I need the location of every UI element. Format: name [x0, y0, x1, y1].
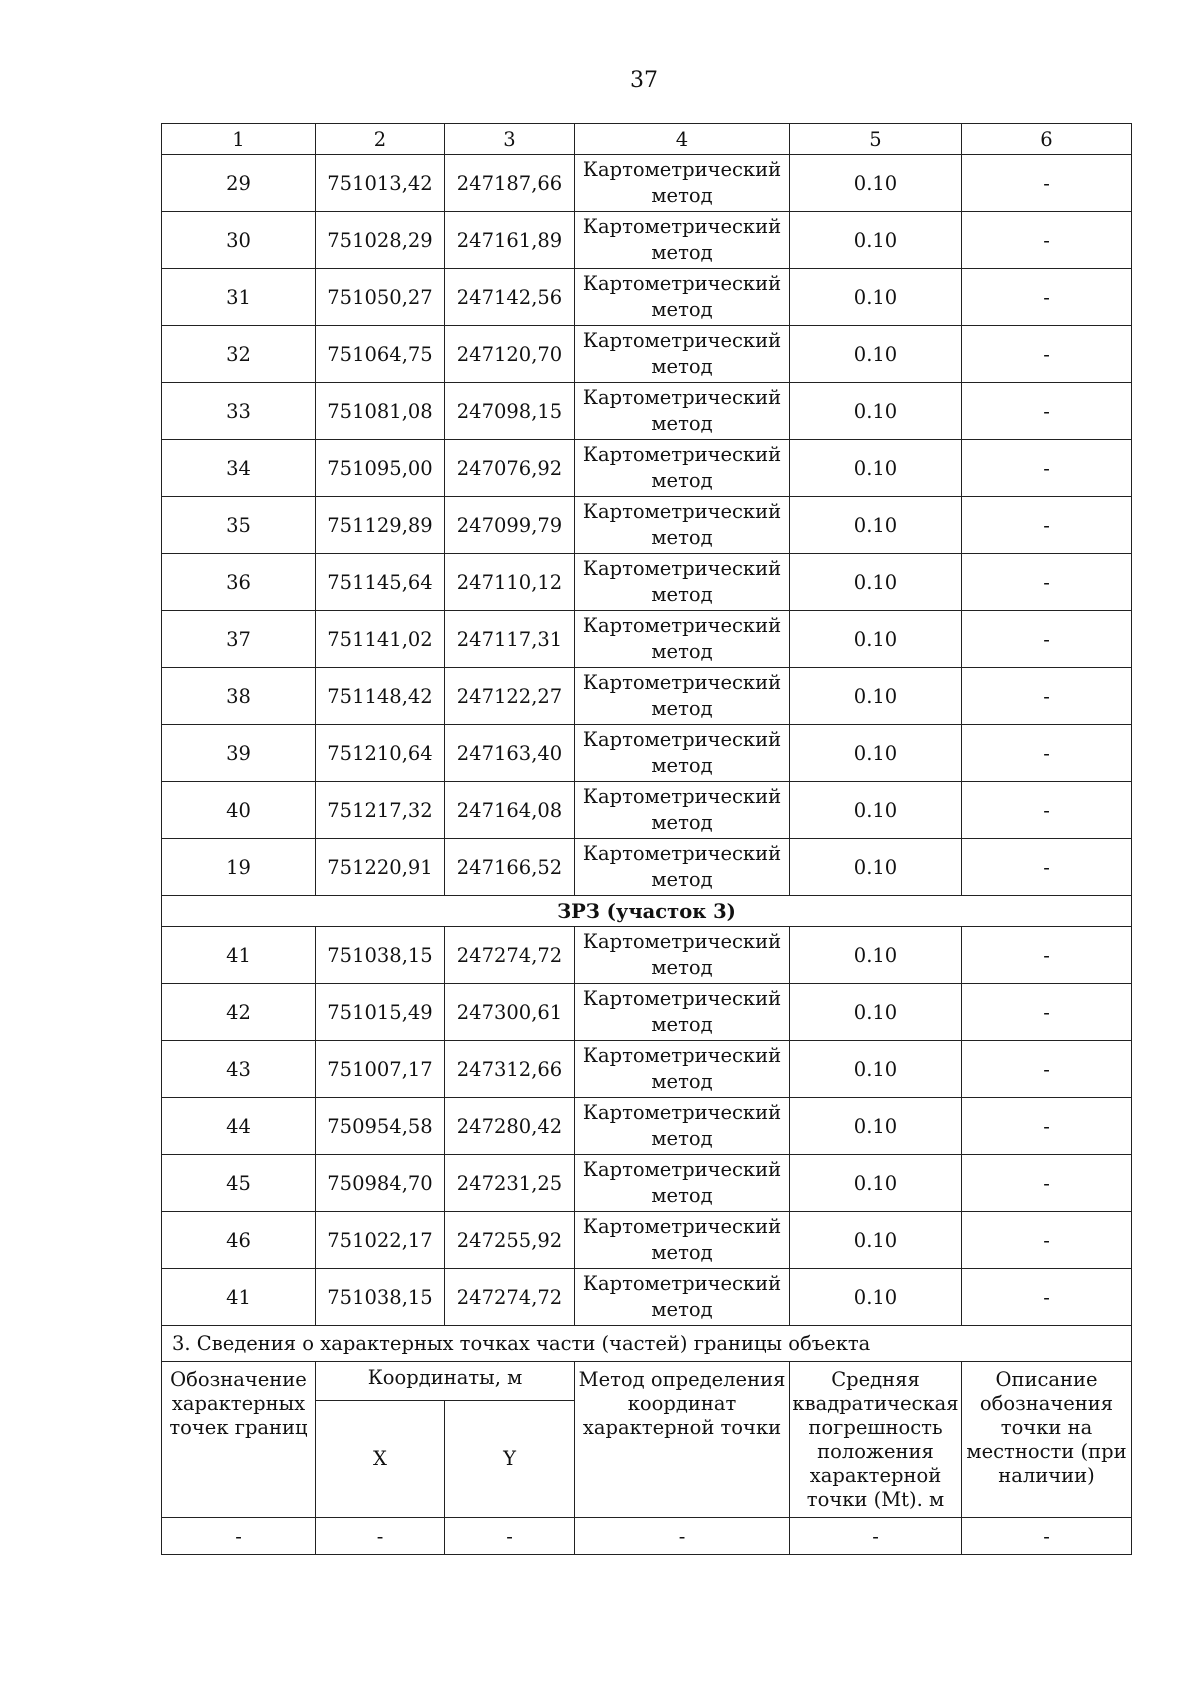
accuracy-value: 0.10 — [790, 155, 962, 212]
table-row — [162, 212, 1132, 269]
method-text: метод — [651, 184, 713, 207]
method-text: метод — [651, 526, 713, 549]
point-number: 40 — [162, 782, 316, 839]
accuracy-value: 0.10 — [790, 212, 962, 269]
point-description: - — [962, 440, 1132, 497]
accuracy-value: 0.10 — [790, 668, 962, 725]
column-number: 1 — [162, 124, 316, 155]
section-title: ЗРЗ (участок 3) — [162, 896, 1132, 927]
accuracy-value: 0.10 — [790, 440, 962, 497]
method-cell — [575, 440, 790, 497]
point-number: 39 — [162, 725, 316, 782]
empty-cell: - — [962, 1518, 1132, 1555]
table-row — [162, 269, 1132, 326]
section-row — [162, 896, 1132, 927]
point-description: - — [962, 554, 1132, 611]
point-number: 35 — [162, 497, 316, 554]
method-cell — [575, 1155, 790, 1212]
header-y: Y — [445, 1401, 575, 1518]
header-designation: Обозначение характерных точек границ — [162, 1362, 316, 1518]
point-description: - — [962, 1269, 1132, 1326]
method-text: метод — [651, 697, 713, 720]
part3-caption-row — [162, 1326, 1132, 1362]
method-text: метод — [651, 1298, 713, 1321]
point-description: - — [962, 1041, 1132, 1098]
method-text: метод — [651, 1127, 713, 1150]
table-row — [162, 1041, 1132, 1098]
accuracy-value: 0.10 — [790, 1155, 962, 1212]
coordinate-y: 247161,89 — [445, 212, 575, 269]
method-text: метод — [651, 469, 713, 492]
point-description: - — [962, 725, 1132, 782]
coordinate-y: 247274,72 — [445, 927, 575, 984]
method-text: Картометрический — [582, 1215, 782, 1238]
header-coordinates: Координаты, м — [316, 1362, 575, 1401]
method-text: метод — [651, 956, 713, 979]
header-method: Метод определения координат характерной точки — [575, 1362, 790, 1518]
point-description: - — [962, 668, 1132, 725]
method-cell — [575, 1269, 790, 1326]
column-number: 5 — [790, 124, 962, 155]
coordinate-x: 751038,15 — [316, 927, 445, 984]
method-text: Картометрический — [582, 1272, 782, 1295]
table-row — [162, 1269, 1132, 1326]
accuracy-value: 0.10 — [790, 782, 962, 839]
table-row — [162, 1155, 1132, 1212]
accuracy-value: 0.10 — [790, 1212, 962, 1269]
point-number: 45 — [162, 1155, 316, 1212]
empty-cell: - — [445, 1518, 575, 1555]
method-cell — [575, 611, 790, 668]
header-accuracy: Средняя квадратическая погрешность положения характерной точки (Mt). м — [790, 1362, 962, 1518]
accuracy-value: 0.10 — [790, 611, 962, 668]
accuracy-value: 0.10 — [790, 269, 962, 326]
coordinate-y: 247312,66 — [445, 1041, 575, 1098]
method-cell — [575, 383, 790, 440]
point-number: 42 — [162, 984, 316, 1041]
point-number: 33 — [162, 383, 316, 440]
coordinate-x: 750984,70 — [316, 1155, 445, 1212]
accuracy-value: 0.10 — [790, 554, 962, 611]
point-description: - — [962, 927, 1132, 984]
column-number: 4 — [575, 124, 790, 155]
method-text: Картометрический — [582, 785, 782, 808]
method-cell — [575, 554, 790, 611]
method-text: Картометрический — [582, 1101, 782, 1124]
method-text: метод — [651, 355, 713, 378]
table-row — [162, 497, 1132, 554]
accuracy-value: 0.10 — [790, 326, 962, 383]
method-text: метод — [651, 241, 713, 264]
accuracy-value: 0.10 — [790, 497, 962, 554]
coordinate-x: 751013,42 — [316, 155, 445, 212]
method-text: Картометрический — [582, 987, 782, 1010]
accuracy-value: 0.10 — [790, 984, 962, 1041]
method-text: Картометрический — [582, 1044, 782, 1067]
method-text: Картометрический — [582, 386, 782, 409]
point-description: - — [962, 782, 1132, 839]
coordinate-x: 751217,32 — [316, 782, 445, 839]
method-text: Картометрический — [582, 500, 782, 523]
coordinate-x: 751081,08 — [316, 383, 445, 440]
point-number: 46 — [162, 1212, 316, 1269]
method-text: метод — [651, 1241, 713, 1264]
empty-cell: - — [162, 1518, 316, 1555]
header-x: X — [316, 1401, 445, 1518]
coordinates-table — [161, 123, 1132, 1555]
column-number: 3 — [445, 124, 575, 155]
coordinate-y: 247280,42 — [445, 1098, 575, 1155]
point-number: 43 — [162, 1041, 316, 1098]
point-number: 30 — [162, 212, 316, 269]
point-number: 19 — [162, 839, 316, 896]
accuracy-value: 0.10 — [790, 927, 962, 984]
table-row — [162, 984, 1132, 1041]
point-number: 41 — [162, 927, 316, 984]
method-text: метод — [651, 1013, 713, 1036]
table-row — [162, 440, 1132, 497]
coordinate-x: 751220,91 — [316, 839, 445, 896]
coordinate-x: 751007,17 — [316, 1041, 445, 1098]
method-text: Картометрический — [582, 728, 782, 751]
method-text: метод — [651, 1070, 713, 1093]
table-row — [162, 554, 1132, 611]
accuracy-value: 0.10 — [790, 839, 962, 896]
method-cell — [575, 725, 790, 782]
part3-empty-row — [162, 1518, 1132, 1555]
method-text: метод — [651, 640, 713, 663]
method-text: Картометрический — [582, 671, 782, 694]
table-row — [162, 383, 1132, 440]
coordinate-x: 751141,02 — [316, 611, 445, 668]
point-number: 37 — [162, 611, 316, 668]
method-text: метод — [651, 868, 713, 891]
table-row — [162, 927, 1132, 984]
method-cell — [575, 984, 790, 1041]
method-text: Картометрический — [582, 842, 782, 865]
coordinate-x: 751210,64 — [316, 725, 445, 782]
point-description: - — [962, 269, 1132, 326]
table-row — [162, 1098, 1132, 1155]
column-number: 2 — [316, 124, 445, 155]
coordinate-y: 247163,40 — [445, 725, 575, 782]
coordinate-y: 247099,79 — [445, 497, 575, 554]
coordinate-y: 247231,25 — [445, 1155, 575, 1212]
method-text: метод — [651, 412, 713, 435]
coordinate-y: 247098,15 — [445, 383, 575, 440]
method-cell — [575, 212, 790, 269]
point-number: 34 — [162, 440, 316, 497]
method-text: Картометрический — [582, 614, 782, 637]
method-cell — [575, 1098, 790, 1155]
point-description: - — [962, 611, 1132, 668]
method-cell — [575, 668, 790, 725]
method-cell — [575, 155, 790, 212]
coordinate-y: 247117,31 — [445, 611, 575, 668]
point-number: 41 — [162, 1269, 316, 1326]
method-cell — [575, 1212, 790, 1269]
method-text: метод — [651, 298, 713, 321]
point-description: - — [962, 155, 1132, 212]
coordinate-x: 750954,58 — [316, 1098, 445, 1155]
coordinate-x: 751064,75 — [316, 326, 445, 383]
point-number: 44 — [162, 1098, 316, 1155]
point-number: 31 — [162, 269, 316, 326]
method-text: Картометрический — [582, 215, 782, 238]
coordinate-y: 247187,66 — [445, 155, 575, 212]
table-row — [162, 725, 1132, 782]
empty-cell: - — [790, 1518, 962, 1555]
page-number: 37 — [630, 68, 658, 93]
coordinate-y: 247166,52 — [445, 839, 575, 896]
coordinate-y: 247110,12 — [445, 554, 575, 611]
table-row — [162, 668, 1132, 725]
coordinate-x: 751028,29 — [316, 212, 445, 269]
column-number-row — [162, 124, 1132, 155]
method-cell — [575, 326, 790, 383]
part3-caption: 3. Сведения о характерных точках части (частей) границы объекта — [162, 1326, 1132, 1362]
coordinate-x: 751129,89 — [316, 497, 445, 554]
method-cell — [575, 497, 790, 554]
point-description: - — [962, 326, 1132, 383]
point-number: 32 — [162, 326, 316, 383]
table-row — [162, 839, 1132, 896]
point-description: - — [962, 984, 1132, 1041]
point-description: - — [962, 497, 1132, 554]
point-number: 36 — [162, 554, 316, 611]
table-row — [162, 155, 1132, 212]
method-cell — [575, 1041, 790, 1098]
point-description: - — [962, 1212, 1132, 1269]
accuracy-value: 0.10 — [790, 1098, 962, 1155]
header-description: Описание обозначения точки на местности (при наличии) — [962, 1362, 1132, 1518]
point-description: - — [962, 1098, 1132, 1155]
accuracy-value: 0.10 — [790, 1041, 962, 1098]
accuracy-value: 0.10 — [790, 383, 962, 440]
table-row — [162, 611, 1132, 668]
point-number: 29 — [162, 155, 316, 212]
coordinate-x: 751015,49 — [316, 984, 445, 1041]
coordinate-x: 751148,42 — [316, 668, 445, 725]
coordinate-y: 247142,56 — [445, 269, 575, 326]
table-row — [162, 782, 1132, 839]
coordinate-x: 751022,17 — [316, 1212, 445, 1269]
coordinate-x: 751050,27 — [316, 269, 445, 326]
method-text: Картометрический — [582, 930, 782, 953]
method-text: метод — [651, 583, 713, 606]
part3-header-row — [162, 1362, 1132, 1401]
point-description: - — [962, 383, 1132, 440]
method-text: метод — [651, 1184, 713, 1207]
point-description: - — [962, 1155, 1132, 1212]
table-row — [162, 1212, 1132, 1269]
accuracy-value: 0.10 — [790, 1269, 962, 1326]
method-text: метод — [651, 754, 713, 777]
method-cell — [575, 927, 790, 984]
table-row — [162, 326, 1132, 383]
point-number: 38 — [162, 668, 316, 725]
point-description: - — [962, 212, 1132, 269]
column-number: 6 — [962, 124, 1132, 155]
coordinate-x: 751145,64 — [316, 554, 445, 611]
empty-cell: - — [575, 1518, 790, 1555]
method-text: Картометрический — [582, 557, 782, 580]
method-text: Картометрический — [582, 158, 782, 181]
accuracy-value: 0.10 — [790, 725, 962, 782]
method-cell — [575, 269, 790, 326]
method-cell — [575, 839, 790, 896]
coordinate-y: 247274,72 — [445, 1269, 575, 1326]
coordinate-x: 751095,00 — [316, 440, 445, 497]
method-text: Картометрический — [582, 272, 782, 295]
coordinate-y: 247120,70 — [445, 326, 575, 383]
method-text: Картометрический — [582, 443, 782, 466]
coordinate-y: 247300,61 — [445, 984, 575, 1041]
method-cell — [575, 782, 790, 839]
empty-cell: - — [316, 1518, 445, 1555]
method-text: Картометрический — [582, 1158, 782, 1181]
coordinate-y: 247164,08 — [445, 782, 575, 839]
coordinate-x: 751038,15 — [316, 1269, 445, 1326]
coordinate-y: 247255,92 — [445, 1212, 575, 1269]
method-text: Картометрический — [582, 329, 782, 352]
method-text: метод — [651, 811, 713, 834]
point-description: - — [962, 839, 1132, 896]
coordinate-y: 247076,92 — [445, 440, 575, 497]
coordinate-y: 247122,27 — [445, 668, 575, 725]
